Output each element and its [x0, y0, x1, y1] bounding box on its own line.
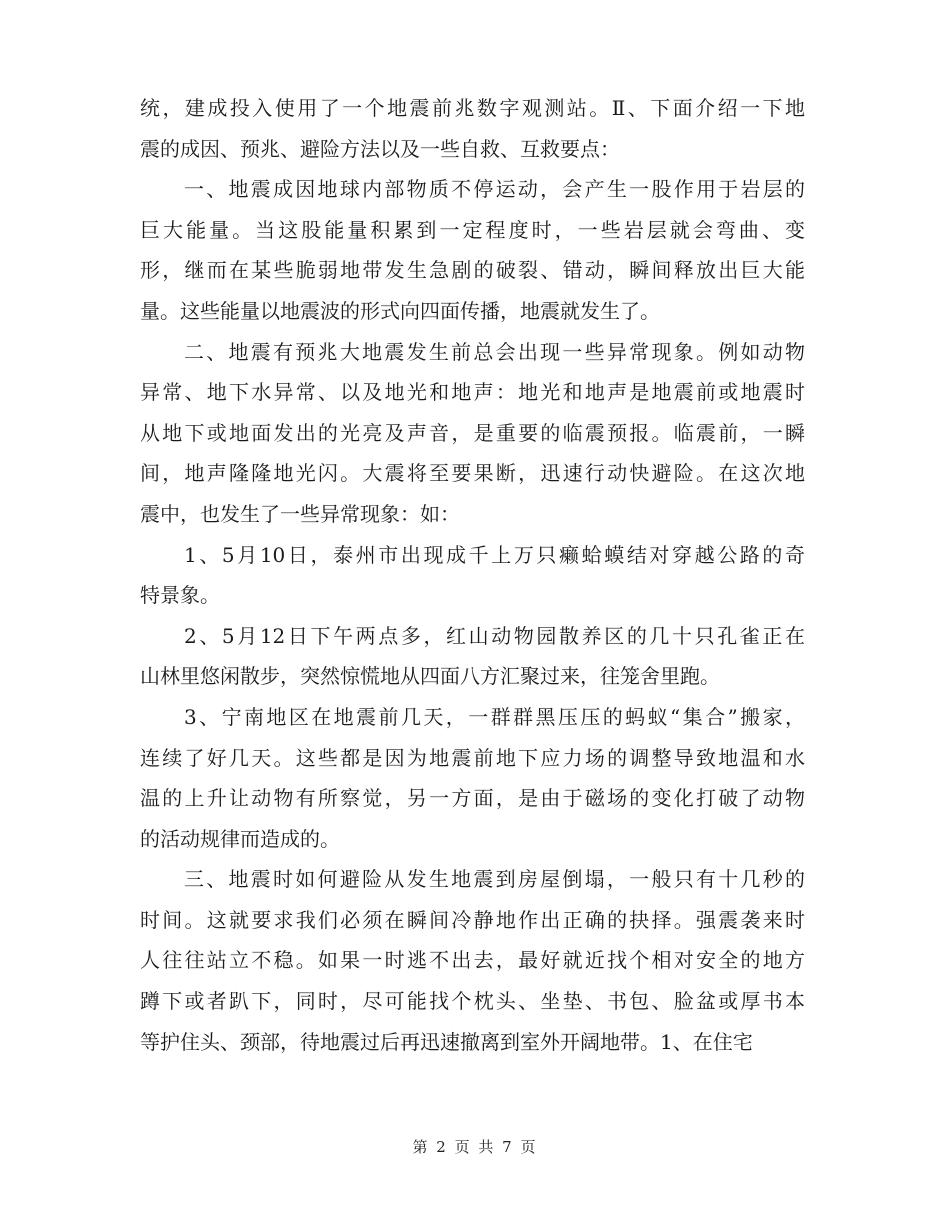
- paragraph: [140, 697, 805, 859]
- text-line: 一、地震成因地球内部物质不停运动，会产生一股作用于岩层的: [184, 177, 805, 202]
- text-line: 间，地声隆隆地光闪。大震将至要果断，迅速行动快避险。在这次地: [140, 461, 805, 486]
- text-line: 连续了好几天。这些都是因为地震前地下应力场的调整导致地温和水: [140, 745, 805, 770]
- text-line: 统，建成投入使用了一个地震前兆数字观测站。Ⅱ、下面介绍一下地: [140, 96, 805, 120]
- text-line: 震中，也发生了一些异常现象：如：: [140, 501, 460, 526]
- text-line: 时间。这就要求我们必须在瞬间冷静地作出正确的抉择。强震袭来时: [140, 907, 805, 932]
- text-line: 从地下或地面发出的光亮及声音，是重要的临震预报。临震前，一瞬: [140, 420, 805, 445]
- text-line: 温的上升让动物有所察觉，另一方面，是由于磁场的变化打破了动物: [140, 786, 805, 811]
- text-line: 异常、地下水异常、以及地光和地声：地光和地声是地震前或地震时: [140, 380, 805, 405]
- text-line: 二、地震有预兆大地震发生前总会出现一些异常现象。例如动物: [184, 339, 805, 364]
- text-line: 的活动规律而造成的。: [140, 826, 340, 851]
- text-line: 三、地震时如何避险从发生地震到房屋倒塌，一般只有十几秒的: [184, 867, 805, 892]
- text-line: 量。这些能量以地震波的形式向四面传播，地震就发生了。: [140, 298, 660, 323]
- text-line: 2、5月12日下午两点多，红山动物园散养区的几十只孔雀正在: [184, 623, 805, 648]
- text-line: 巨大能量。当这股能量积累到一定程度时，一些岩层就会弯曲、变: [140, 217, 805, 242]
- paragraph: [140, 332, 805, 535]
- document-body: [140, 88, 805, 1062]
- page-number-footer: 第 2 页 共 7 页: [412, 1138, 538, 1156]
- paragraph: [140, 616, 805, 697]
- text-line: 人往往站立不稳。如果一时逃不出去，最好就近找个相对安全的地方: [140, 948, 805, 973]
- text-line: 蹲下或者趴下，同时，尽可能找个枕头、坐垫、书包、脸盆或厚书本: [140, 989, 805, 1014]
- text-line: 特景象。: [140, 583, 220, 608]
- text-line: 3、宁南地区在地震前几天，一群群黑压压的蚂蚁“集合”搬家，: [184, 704, 805, 729]
- paragraph: [140, 535, 805, 616]
- text-line: 等护住头、颈部，待地震过后再迅速撤离到室外开阔地带。1、在住宅: [140, 1029, 753, 1054]
- paragraph: [140, 169, 805, 331]
- text-line: 震的成因、预兆、避险方法以及一些自救、互救要点：: [140, 136, 620, 161]
- text-line: 形，继而在某些脆弱地带发生急剧的破裂、错动，瞬间释放出巨大能: [140, 258, 805, 283]
- text-line: 1、5月10日，泰州市出现成千上万只癞蛤蟆结对穿越公路的奇: [184, 542, 805, 567]
- paragraph: [140, 859, 805, 1062]
- text-line: 山林里悠闲散步，突然惊慌地从四面八方汇聚过来，往笼舍里跑。: [140, 664, 720, 689]
- paragraph: [140, 88, 805, 169]
